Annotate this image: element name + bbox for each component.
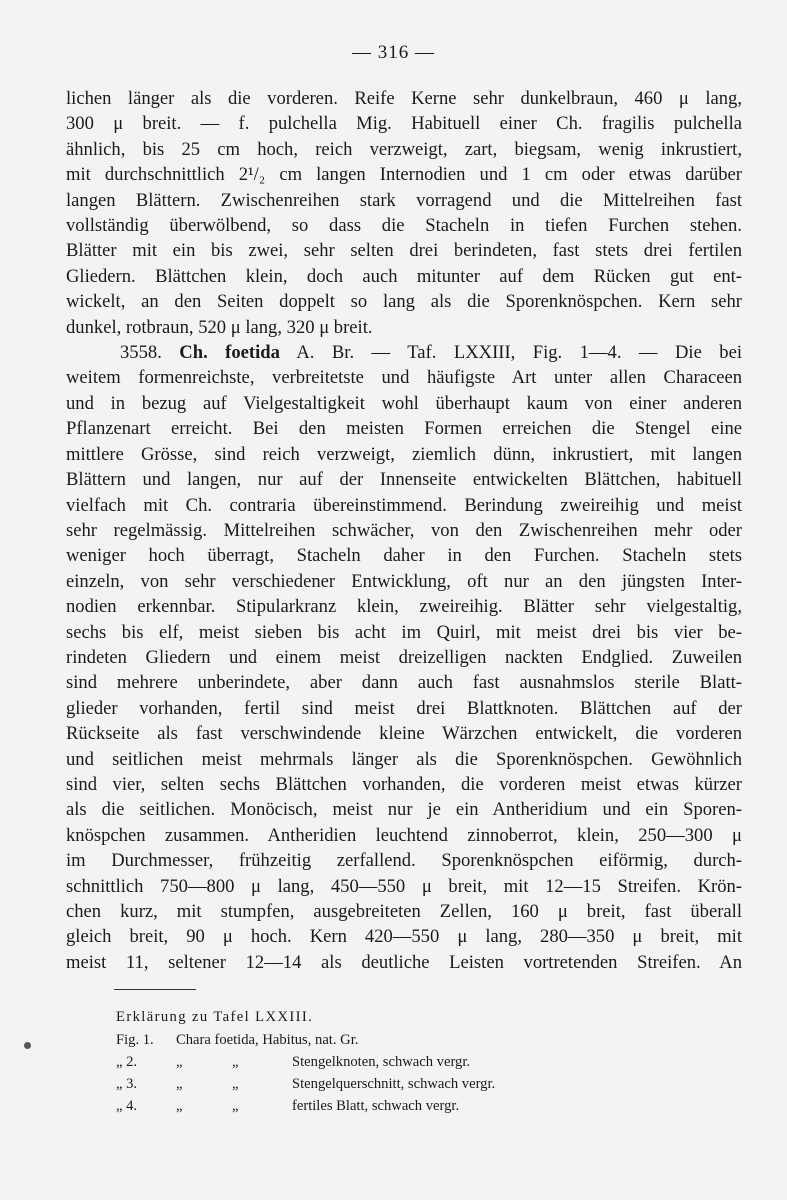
ditto-mark: „ — [176, 1054, 183, 1070]
figure-entry — [116, 1051, 495, 1073]
text-line: Blätter mit ein bis zwei, sehr selten drei berindeten, fast stets drei fertilen — [66, 240, 742, 262]
text-line: sind vier, selten sechs Blättchen vorhanden, die vorderen meist etwas kürzer — [66, 773, 742, 795]
text-line: sechs bis elf, meist sieben bis acht im Quirl, mit meist drei bis vier be- — [66, 621, 742, 643]
text-line: Rückseite als fast verschwindende kleine Wärzchen entwickelt, die vorderen — [66, 723, 742, 745]
ditto-mark: „ — [176, 1076, 183, 1092]
figure-species: Chara foetida, — [176, 1032, 259, 1048]
species-name: Ch. foetida — [179, 342, 280, 364]
text-line: schnittlich 750—800 μ lang, 450—550 μ breit, mit 12—15 Streifen. Krön- — [66, 875, 742, 897]
figure-number: „ 2. — [116, 1054, 138, 1070]
text-line: langen Blättern. Zwischenreihen stark vorragend und die Mittelreihen fast — [66, 189, 742, 211]
plate-explanation — [116, 1006, 495, 1117]
text-line: vollständig überwölbend, so dass die Stacheln in tiefen Furchen stehen. — [66, 215, 742, 237]
plate-explanation-title: Erklärung zu Tafel LXXIII. — [116, 1009, 314, 1025]
text-line: weitem formenreichste, verbreitetste und häufigste Art unter allen Characeen — [66, 367, 742, 389]
figure-entry — [116, 1029, 495, 1051]
ditto-mark: „ — [232, 1054, 239, 1070]
text-line: meist 11, seltener 12—14 als deutliche Leisten vortretenden Streifen. An — [66, 951, 742, 973]
text-line: und in bezug auf Vielgestaltigkeit wohl überhaupt kaum von einer anderen — [66, 392, 742, 414]
body-text — [66, 86, 742, 975]
figure-description: fertiles Blatt, schwach vergr. — [292, 1098, 460, 1114]
text-line: im Durchmesser, frühzeitig zerfallend. Sporenknöspchen eiförmig, durch- — [66, 850, 742, 872]
text-line: wickelt, an den Seiten doppelt so lang als die Sporenknöspchen. Kern sehr — [66, 291, 742, 313]
text-line: lichen länger als die vorderen. Reife Kerne sehr dunkelbraun, 460 μ lang, — [66, 88, 742, 109]
figure-description: Habitus, nat. Gr. — [262, 1032, 359, 1048]
figure-description: Stengelquerschnitt, schwach vergr. — [292, 1076, 496, 1092]
text-line: als die seitlichen. Monöcisch, meist nur je ein Antheridium und ein Sporen- — [66, 799, 742, 821]
species-heading-line — [66, 340, 742, 365]
text-line: Pflanzenart erreicht. Bei den meisten Formen erreichen die Stengel eine — [66, 418, 742, 440]
text-line: mittlere Grösse, sind reich verzweigt, ziemlich dünn, inkrustiert, mit langen — [66, 443, 742, 465]
text-line: ähnlich, bis 25 cm hoch, reich verzweigt, zart, biegsam, wenig inkrustiert, — [66, 138, 742, 160]
text-line: rindeten Gliedern und einem meist dreizelligen nackten Endglied. Zuweilen — [66, 646, 742, 668]
figure-description: Stengelknoten, schwach vergr. — [292, 1054, 471, 1070]
text-line — [66, 111, 742, 136]
text-line: nodien erkennbar. Stipularkranz klein, zweireihig. Blätter sehr vielgestaltig, — [66, 596, 742, 618]
figure-number: „ 3. — [116, 1076, 138, 1092]
figure-number: „ 4. — [116, 1098, 138, 1114]
ditto-mark: „ — [232, 1098, 239, 1114]
ink-speck — [24, 1042, 31, 1049]
text-line: dunkel, rotbraun, 520 μ lang, 320 μ breit. — [66, 316, 373, 338]
text-line: einzeln, von sehr verschiedener Entwicklung, oft nur an den jüngsten Inter- — [66, 570, 742, 592]
text-line: glieder vorhanden, fertil sind meist drei Blattknoten. Blättchen auf der — [66, 697, 742, 719]
figure-entry — [116, 1073, 495, 1095]
text-line: sind mehrere unberindete, aber dann auch fast ausnahmslos sterile Blatt- — [66, 672, 742, 694]
text-line: knöspchen zusammen. Antheridien leuchtend zinnoberrot, klein, 250—300 μ — [66, 824, 742, 846]
text-line: mit durchschnittlich 2¹/₂ cm langen Internodien und 1 cm oder etwas darüber — [66, 164, 742, 186]
text-line: vielfach mit Ch. contraria übereinstimmend. Berindung zweireihig und meist — [66, 494, 742, 516]
text-line: gleich breit, 90 μ hoch. Kern 420—550 μ lang, 280—350 μ breit, mit — [66, 926, 742, 948]
figure-number: Fig. 1. — [116, 1032, 154, 1048]
text-line: Blättern und langen, nur auf der Innenseite entwickelten Blättchen, habituell — [66, 469, 742, 491]
footnote-divider — [114, 989, 196, 990]
text-line: und seitlichen meist mehrmals länger als die Sporenknöspchen. Gewöhnlich — [66, 748, 742, 770]
figure-entry — [116, 1095, 495, 1117]
page-number: — 316 — — [352, 42, 435, 63]
text-line: sehr regelmässig. Mittelreihen schwächer, von den Zwischenreihen mehr oder — [66, 519, 742, 541]
text-line: Gliedern. Blättchen klein, doch auch mitunter auf dem Rücken gut ent- — [66, 265, 742, 287]
text-line-content: 300 μ breit. — f. pulchella Mig. Habituell einer Ch. fragilis pulchella — [66, 113, 742, 135]
species-citation: A. Br. — Taf. LXXIII, Fig. 1—4. — Die bei — [296, 342, 742, 364]
species-number: 3558. — [120, 342, 162, 364]
ditto-mark: „ — [232, 1076, 239, 1092]
text-line: chen kurz, mit stumpfen, ausgebreiteten Zellen, 160 μ breit, fast überall — [66, 901, 742, 922]
ditto-mark: „ — [176, 1098, 183, 1114]
text-line: weniger hoch überragt, Stacheln daher in den Furchen. Stacheln stets — [66, 545, 742, 567]
